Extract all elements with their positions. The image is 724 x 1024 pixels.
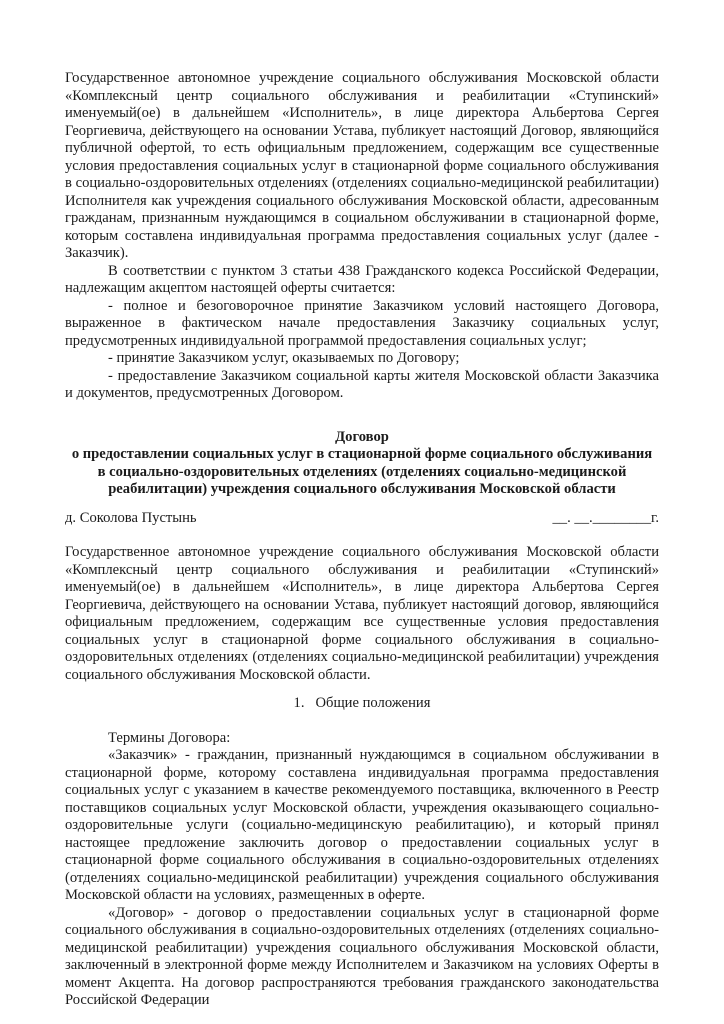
paragraph-offer-intro: Государственное автономное учреждение социального обслуживания Московской области «Комплексный центр социального обслуживания и реабилитации «Ступинский» именуемый(ое) в дальнейшем «Исполнитель», в лице директора Альбертова Сергея Георгиевича, действующего на основании Устава, публикует настоящий Договор, являющийся публичной офертой, то есть официальным предложением, содержащим все существенные условия предоставления социальных услуг в стационарной форме социального обслуживания в социально-оздоровительных отделениях (отделениях социально-медицинской реабилитации) Исполнителя как учреждения социального обслуживания Московской области, адресованным гражданам, признанным нуждающимся в социальном обслуживании в стационарной форме, которым составлена индивидуальная программа предоставления социальных услуг (далее - Заказчик). [65, 70, 659, 261]
contract-title [65, 429, 659, 499]
section-number: 1. [293, 695, 305, 711]
place-name: д. Соколова Пустынь [65, 509, 197, 526]
paragraph-acceptance-intro: В соответствии с пунктом 3 статьи 438 Гражданского кодекса Российской Федерации, надлежащим акцептом настоящей оферты считается: [65, 262, 659, 296]
acceptance-item-full-acceptance: - полное и безоговорочное принятие Заказчиком условий настоящего Договора, выраженное в фактическом начале предоставления Заказчику социальных услуг, предусмотренных индивидуальной программой предоставления социальных услуг; [65, 297, 659, 349]
contract-title-line-4: реабилитации) учреждения социального обслуживания Московской области [108, 481, 616, 497]
paragraph-offer-body: Государственное автономное учреждение социального обслуживания Московской области «Комплексный центр социального обслуживания и реабилитации «Ступинский» именуемый(ое) в дальнейшем «Исполнитель», в лице директора Альбертова Сергея Георгиевича, действующего на основании Устава, публикует настоящий договор, являющийся официальным предложением, содержащим все существенные условия предоставления социальных услуг в стационарной форме социального обслуживания в социально-оздоровительных отделениях (отделениях социально-медицинской реабилитации) учреждения социального обслуживания Московской области. [65, 544, 659, 683]
contract-title-line-1: Договор [335, 428, 389, 445]
contract-title-line-2: о предоставлении социальных услуг в стационарной форме социального обслуживания [71, 446, 653, 462]
section-heading-general-provisions [65, 695, 659, 713]
term-definition-zakazchik: «Заказчик» - гражданин, признанный нуждающимся в социальном обслуживании в стационарной форме, которому составлена индивидуальная программа предоставления социальных услуг с указанием в качестве рекомендуемого поставщика, включенного в Реестр поставщиков социальных услуг Московской области, учреждения оказывающего социально-оздоровительные услуги (социально-медицинскую реабилитацию), и который принял настоящее предложение заключить договор о предоставлении социальных услуг в стационарной форме социального обслуживания в социально-оздоровительных отделениях (отделениях социально-медицинской реабилитации) учреждения социального обслуживания Московской области на условиях, размещенных в оферте. [65, 747, 659, 903]
acceptance-item-social-card: - предоставление Заказчиком социальной карты жителя Московской области Заказчика и документов, предусмотренных Договором. [65, 367, 659, 401]
terms-intro: Термины Договора: [108, 729, 231, 746]
date-placeholder: __. __.________г. [552, 509, 659, 526]
contract-title-line-3: в социально-оздоровительных отделениях (отделениях социально-медицинской [97, 463, 627, 480]
acceptance-item-services-acceptance: - принятие Заказчиком услуг, оказываемых по Договору; [108, 350, 460, 366]
place-date-line [65, 510, 659, 528]
section-title: Общие положения [315, 695, 431, 711]
term-definition-dogovor: «Договор» - договор о предоставлении социальных услуг в стационарной форме социального обслуживания в социально-оздоровительных отделениях (отделениях социально-медицинской реабилитации) учреждения социального обслуживания Московской области, заключенный в электронной форме между Исполнителем и Заказчиком на условиях Оферты в момент Акцепта. На договор распространяются требования гражданского законодательства Российской Федерации [65, 904, 659, 1008]
